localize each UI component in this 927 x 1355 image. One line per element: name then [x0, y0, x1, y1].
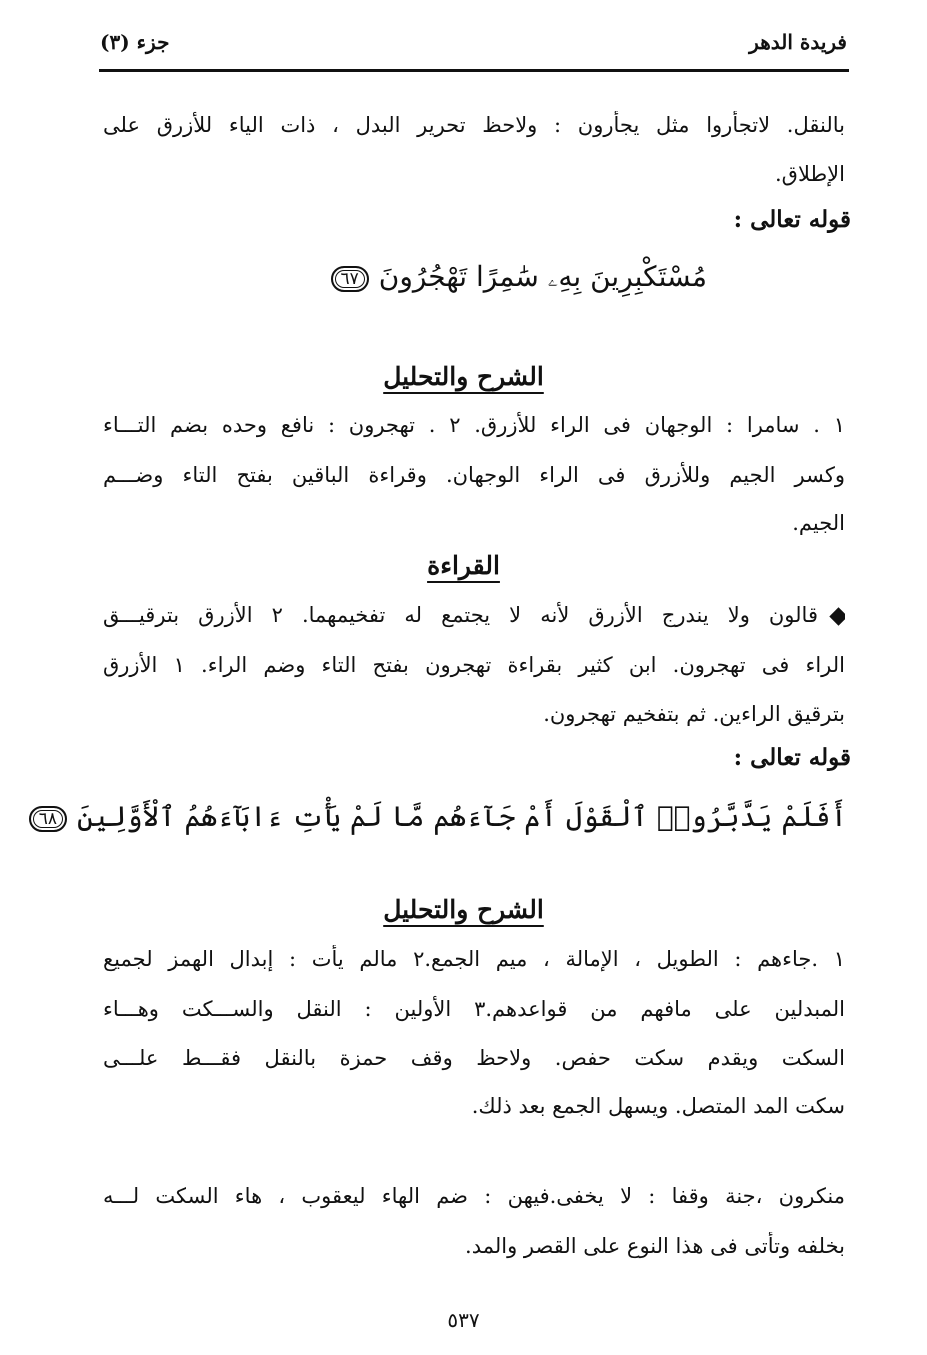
ayah-number-marker: ٦٨ — [29, 806, 67, 832]
verse-1 — [331, 260, 708, 294]
explanation-2-line-2: المبدلين على مافهم من قواعدهم.٣ الأولين : النقل والســـكت وهـــاء — [103, 997, 845, 1021]
reading-line-2: الراء فى تهجرون. ابن كثير بقراءة تهجرون بفتح التاء وضم الراء. ١ الأزرق — [103, 653, 845, 677]
header-part-number: جزء (٣) — [100, 30, 170, 54]
verse-1-text: مُسْتَكْبِرِينَ بِهِۦ سَٰمِرًا تَهْجُرُونَ — [378, 260, 707, 293]
header-book-title: فريدة الدهر — [749, 30, 847, 54]
intro-line-2: الإطلاق. — [774, 162, 845, 186]
explanation-2-line-3: السكت ويقدم سكت حفص. ولاحظ وقف حمزة بالنقل فقـــط علـــى — [103, 1046, 845, 1070]
section-heading-reading: القراءة — [427, 551, 500, 580]
page-number: ٥٣٧ — [447, 1308, 480, 1332]
explanation-1-line-3: الجيم. — [792, 511, 845, 535]
reading-line-3: بترقيق الراءين. ثم بتفخيم تهجرون. — [543, 702, 845, 726]
bullet-diamond-icon — [829, 607, 845, 625]
verse-2-text: أَفَلَمْ يَدَّبَّرُوا۟ ٱلْقَوْلَ أَمْ جَآءَهُم مَّا لَمْ يَأْتِ ءَابَآءَهُمُ ٱلْأَوَّلِينَ — [77, 800, 847, 833]
section-heading-explanation-1: الشرح والتحليل — [383, 362, 544, 391]
explanation-2-line-4: سكت المد المتصل. ويسهل الجمع بعد ذلك. — [471, 1094, 845, 1118]
footnote-line-2: بخلفه وتأتى فى هذا النوع على القصر والمد. — [465, 1234, 845, 1258]
verse-2 — [29, 800, 847, 833]
intro-line-1: بالنقل. لاتجأروا مثل يجأرون : ولاحظ تحرير البدل ، ذات الياء للأزرق على — [103, 113, 845, 137]
explanation-1-line-2: وكسر الجيم وللأزرق فى الراء الوجهان. وقراءة الباقين بفتح التاء وضـــم — [103, 463, 845, 487]
section-heading-explanation-2: الشرح والتحليل — [383, 895, 544, 924]
reading-line-1: قالون ولا يندرج الأزرق لأنه لا يجتمع له تفخيمهما. ٢ الأزرق بترقيـــق — [103, 601, 845, 629]
verse-1-label: قوله تعالى : — [733, 206, 851, 233]
explanation-1-line-1: ١ . سامرا : الوجهان فى الراء للأزرق. ٢ . تهجرون : نافع وحده بضم التـــاء — [103, 413, 845, 437]
verse-2-label: قوله تعالى : — [733, 744, 851, 771]
ayah-number-marker: ٦٧ — [331, 266, 369, 292]
footnote-line-1: منكرون ،جنة وقفا : لا يخفى.فيهن : ضم الهاء ليعقوب ، هاء السكت لـــه — [103, 1184, 845, 1208]
header-rule — [99, 69, 849, 72]
explanation-2-line-1: ١ .جاءهم : الطويل ، الإمالة ، ميم الجمع.٢ مالم يأت : إبدال الهمز لجميع — [103, 947, 845, 971]
